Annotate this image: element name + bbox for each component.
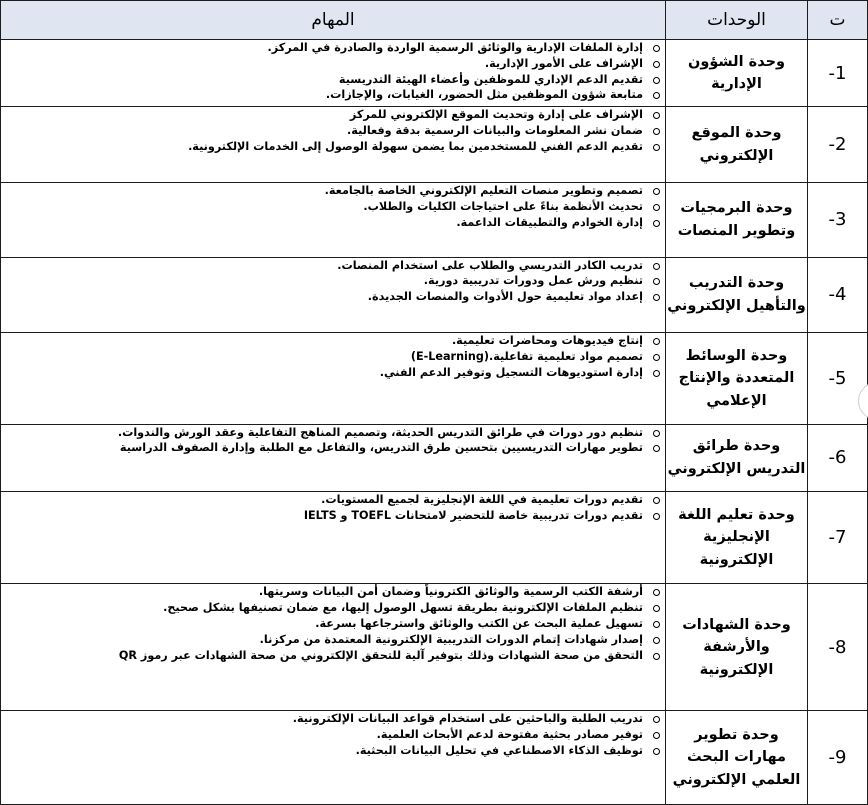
row-number: 9-: [808, 711, 868, 805]
table-row: [1, 333, 868, 424]
circle-bullet-icon: [653, 338, 660, 345]
table-row: [1, 183, 868, 258]
task-item: [1, 40, 665, 56]
unit-name: وحدة تعليم اللغة الإنجليزية الإلكترونية: [666, 491, 808, 583]
unit-name: وحدة الوسائط المتعددة والإنتاج الإعلامي: [666, 333, 808, 424]
header-units: الوحدات: [666, 1, 808, 40]
circle-bullet-icon: [653, 621, 660, 628]
circle-bullet-icon: [653, 188, 660, 195]
task-item: [1, 139, 665, 155]
task-text: تصميم وتطوير منصات التعليم الإلكتروني الخاصة بالجامعة.: [324, 184, 643, 198]
task-item: [1, 258, 665, 274]
row-number: 4-: [808, 257, 868, 333]
task-text: تصميم مواد تعليمية تفاعلية.(E-Learning): [410, 350, 643, 364]
task-list: [1, 711, 665, 758]
task-item: [1, 425, 665, 441]
task-text: إعداد مواد تعليمية حول الأدوات والمنصات الجديدة.: [367, 290, 643, 304]
task-text: تنظيم دور دورات في طرائق التدريس الحديثة، وتصميم المناهج التفاعلية وعقد الورش والندوات.: [117, 425, 643, 439]
task-list: [1, 107, 665, 154]
task-item: [1, 183, 665, 199]
task-text: تنظيم الملفات الإلكترونية بطريقة تسهل الوصول إليها، مع ضمان تصنيفها بشكل صحيح.: [163, 601, 643, 615]
circle-bullet-icon: [653, 354, 660, 361]
task-item: [1, 492, 665, 508]
task-text: إصدار شهادات إتمام الدورات التدريبية الإلكترونية المعتمدة من مركزنا.: [259, 632, 643, 646]
unit-tasks: [1, 333, 666, 424]
task-list: [1, 333, 665, 380]
circle-bullet-icon: [653, 61, 660, 68]
task-text: تدريب الطلبة والباحثين على استخدام قواعد البيانات الإلكترونية.: [292, 712, 643, 726]
task-list: [1, 425, 665, 457]
task-item: [1, 349, 665, 365]
circle-bullet-icon: [653, 294, 660, 301]
task-text: أرشفة الكتب الرسمية والوثائق الكترونياً وضمان أمن البيانات وسريتها.: [258, 585, 643, 599]
task-item: [1, 215, 665, 231]
task-item: [1, 365, 665, 381]
task-text: تدريب الكادر التدريسي والطلاب على استخدام المنصات.: [337, 258, 643, 272]
task-list: [1, 492, 665, 524]
task-text: إنتاج فيديوهات ومحاضرات تعليمية.: [451, 334, 643, 348]
task-text: تقديم الدعم الفني للمستخدمين بما يضمن سهولة الوصول إلى الخدمات الإلكترونية.: [188, 140, 643, 154]
task-text: تقديم دورات تعليمية في اللغة الإنجليزية لجميع المستويات.: [321, 492, 643, 506]
circle-bullet-icon: [653, 45, 660, 52]
unit-name: وحدة الشؤون الإدارية: [666, 40, 808, 107]
table-row: [1, 491, 868, 583]
task-item: [1, 616, 665, 632]
circle-bullet-icon: [653, 748, 660, 755]
row-number: 6-: [808, 424, 868, 491]
circle-bullet-icon: [653, 77, 660, 84]
unit-name: وحدة طرائق التدريس الإلكتروني: [666, 424, 808, 491]
task-item: [1, 273, 665, 289]
unit-name: وحدة تطوير مهارات البحث العلمي الإلكتروني: [666, 711, 808, 805]
task-text: تطوير مهارات التدريسيين بتحسين طرق التدريس، والتفاعل مع الطلبة وإدارة الصفوف الدراسية: [119, 441, 643, 455]
table-body: [1, 40, 868, 805]
task-item: [1, 72, 665, 88]
task-item: [1, 632, 665, 648]
circle-bullet-icon: [653, 278, 660, 285]
task-list: [1, 183, 665, 230]
task-list: [1, 40, 665, 103]
unit-name: وحدة التدريب والتأهيل الإلكتروني: [666, 257, 808, 333]
circle-bullet-icon: [653, 605, 660, 612]
unit-tasks: [1, 257, 666, 333]
unit-name: وحدة البرمجيات وتطوير المنصات: [666, 183, 808, 258]
table-row: [1, 107, 868, 183]
unit-tasks: [1, 584, 666, 711]
row-number: 3-: [808, 183, 868, 258]
table-row: [1, 40, 868, 107]
table-row: [1, 424, 868, 491]
circle-bullet-icon: [653, 370, 660, 377]
header-tasks: المهام: [1, 1, 666, 40]
task-item: [1, 600, 665, 616]
task-text: تقديم دورات تدريبية خاصة للتحضير لامتحانات TOEFL و IELTS: [303, 508, 643, 522]
task-item: [1, 123, 665, 139]
circle-bullet-icon: [653, 513, 660, 520]
row-number: 1-: [808, 40, 868, 107]
circle-bullet-icon: [653, 112, 660, 119]
header-row: [1, 1, 868, 40]
circle-bullet-icon: [653, 637, 660, 644]
task-item: [1, 199, 665, 215]
circle-bullet-icon: [653, 220, 660, 227]
row-number: 5-: [808, 333, 868, 424]
circle-bullet-icon: [653, 589, 660, 596]
unit-name: وحدة الشهادات والأرشفة الإلكترونية: [666, 584, 808, 711]
task-text: متابعة شؤون الموظفين مثل الحضور، الغيابات، والإجازات.: [325, 88, 643, 102]
task-text: إدارة الملفات الإدارية والوثائق الرسمية الواردة والصادرة في المركز.: [267, 41, 643, 54]
circle-bullet-icon: [653, 430, 660, 437]
table-row: [1, 584, 868, 711]
circle-bullet-icon: [653, 653, 660, 660]
task-text: توفير مصادر بحثية مفتوحة لدعم الأبحاث العلمية.: [376, 728, 643, 742]
unit-tasks: [1, 424, 666, 491]
circle-bullet-icon: [653, 716, 660, 723]
circle-bullet-icon: [653, 732, 660, 739]
task-item: [1, 648, 665, 664]
task-item: [1, 56, 665, 72]
task-text: تحديث الأنظمة بناءً على احتياجات الكليات والطلاب.: [363, 199, 643, 213]
task-text: تنظيم ورش عمل ودورات تدريبية دورية.: [423, 274, 643, 288]
row-number: 7-: [808, 491, 868, 583]
row-number: 2-: [808, 107, 868, 183]
table-row: [1, 711, 868, 805]
task-item: [1, 333, 665, 349]
task-item: [1, 727, 665, 743]
header-number: ت: [808, 1, 868, 40]
task-list: [1, 258, 665, 305]
unit-tasks: [1, 711, 666, 805]
task-text: إدارة استوديوهات التسجيل وتوفير الدعم الفني.: [379, 365, 643, 379]
circle-bullet-icon: [653, 204, 660, 211]
task-text: ضمان نشر المعلومات والبيانات الرسمية بدقة وفعالية.: [347, 124, 643, 138]
circle-bullet-icon: [653, 445, 660, 452]
circle-bullet-icon: [653, 92, 660, 99]
task-text: تقديم الدعم الإداري للموظفين وأعضاء الهيئة التدريسية: [338, 72, 643, 86]
task-item: [1, 508, 665, 524]
task-item: [1, 87, 665, 103]
task-text: الإشراف على إدارة وتحديث الموقع الإلكتروني للمركز: [349, 108, 643, 122]
task-item: [1, 440, 665, 456]
circle-bullet-icon: [653, 263, 660, 270]
task-text: تسهيل عملية البحث عن الكتب والوثائق واسترجاعها بسرعة.: [315, 616, 643, 630]
circle-bullet-icon: [653, 144, 660, 151]
unit-name: وحدة الموقع الإلكتروني: [666, 107, 808, 183]
row-number: 8-: [808, 584, 868, 711]
circle-bullet-icon: [653, 128, 660, 135]
task-text: التحقق من صحة الشهادات وذلك بتوفير آلية للتحقق الإلكتروني من صحة الشهادات عبر رموز QR: [118, 648, 643, 662]
task-item: [1, 107, 665, 123]
circle-bullet-icon: [653, 497, 660, 504]
task-text: توظيف الذكاء الاصطناعي في تحليل البيانات البحثية.: [355, 744, 643, 758]
task-item: [1, 743, 665, 759]
task-item: [1, 289, 665, 305]
unit-tasks: [1, 40, 666, 107]
unit-tasks: [1, 107, 666, 183]
task-list: [1, 584, 665, 663]
table-row: [1, 257, 868, 333]
unit-tasks: [1, 491, 666, 583]
task-item: [1, 711, 665, 727]
task-text: إدارة الخوادم والتطبيقات الداعمة.: [456, 215, 643, 229]
task-text: الإشراف على الأمور الإدارية.: [484, 56, 643, 70]
task-item: [1, 584, 665, 600]
unit-tasks: [1, 183, 666, 258]
